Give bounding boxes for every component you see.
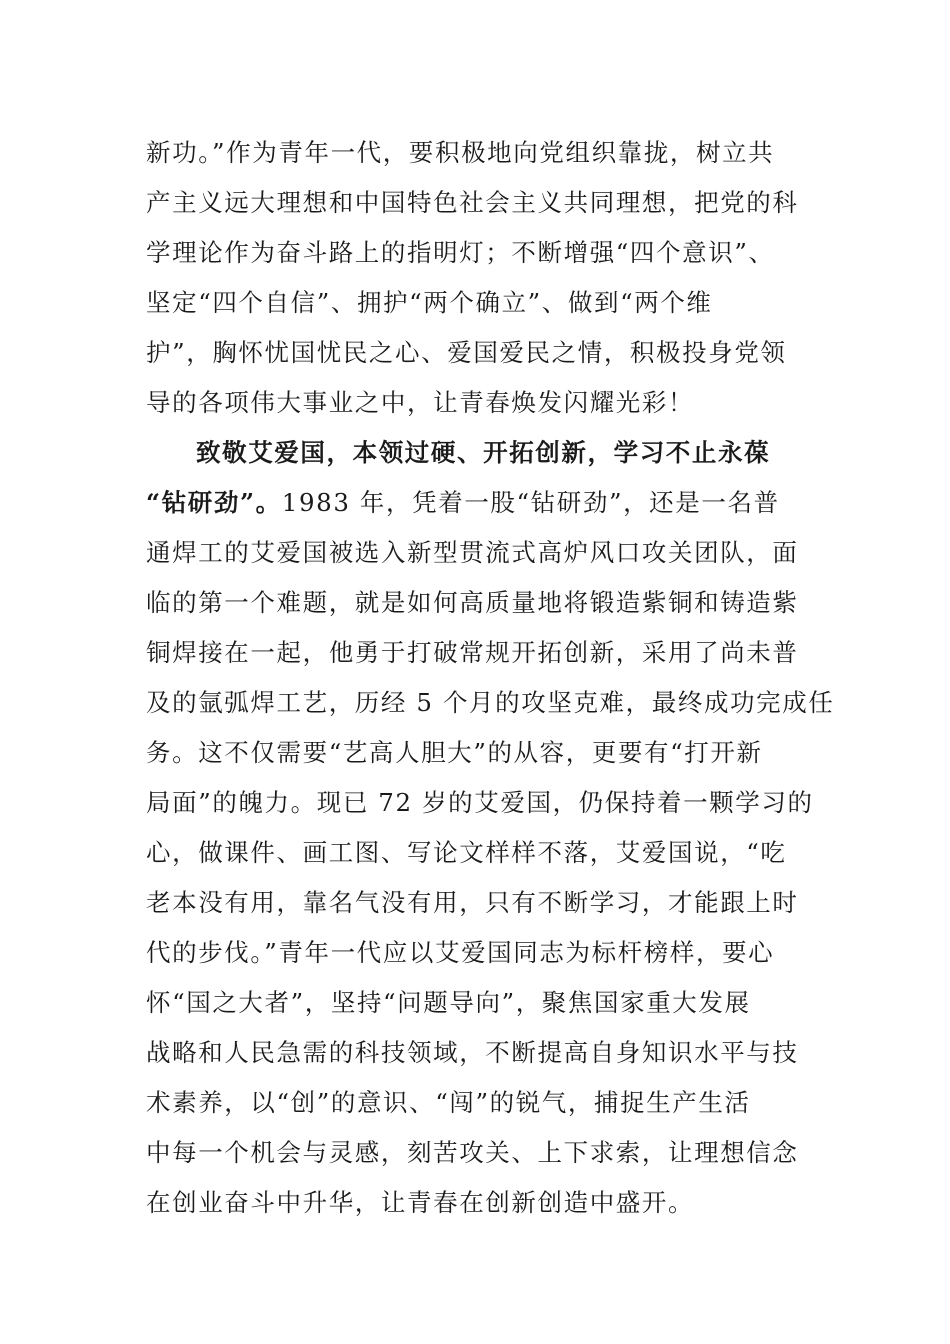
paragraph-line: 铜焊接在一起，他勇于打破常规开拓创新，采用了尚未普 xyxy=(146,638,799,667)
paragraph-1 xyxy=(146,128,826,428)
document-body xyxy=(146,128,835,1228)
paragraph-heading-tail: “钻研劲”。 xyxy=(146,488,282,517)
paragraph-line: 务。这不仅需要“艺高人胆大”的从容，更要有“打开新 xyxy=(146,738,763,767)
paragraph-line: 临的第一个难题，就是如何高质量地将锻造紫铜和铸造紫 xyxy=(146,588,799,617)
paragraph-heading-line: 致敬艾爱国，本领过硬、开拓创新，学习不止永葆 xyxy=(196,438,771,467)
paragraph-line: 心，做课件、画工图、写论文样样不落，艾爱国说，“吃 xyxy=(146,838,787,867)
paragraph-line: 护”，胸怀忧国忧民之心、爱国爱民之情，积极投身党领 xyxy=(146,338,787,367)
paragraph-line: 坚定“四个自信”、拥护“两个确立”、做到“两个维 xyxy=(146,288,713,317)
paragraph-line: 导的各项伟大事业之中，让青春焕发闪耀光彩！ xyxy=(146,388,695,417)
paragraph-line: 战略和人民急需的科技领域，不断提高自身知识水平与技 xyxy=(146,1038,799,1067)
paragraph-line: 产主义远大理想和中国特色社会主义共同理想，把党的科 xyxy=(146,188,799,217)
paragraph-2 xyxy=(146,428,835,1228)
paragraph-line: 老本没有用，靠名气没有用，只有不断学习，才能跟上时 xyxy=(146,888,799,917)
paragraph-line: 及的氩弧焊工艺，历经 5 个月的攻坚克难，最终成功完成任 xyxy=(146,688,835,717)
paragraph-line: 学理论作为奋斗路上的指明灯；不断增强“四个意识”、 xyxy=(146,238,775,267)
paragraph-text: 1983 年，凭着一股“钻研劲”，还是一名普 xyxy=(281,488,780,517)
paragraph-line: 术素养，以“创”的意识、“闯”的锐气，捕捉生产生活 xyxy=(146,1088,751,1117)
paragraph-line: 新功。”作为青年一代，要积极地向党组织靠拢，树立共 xyxy=(146,138,775,167)
paragraph-line: 中每一个机会与灵感，刻苦攻关、上下求索，让理想信念 xyxy=(146,1138,799,1167)
paragraph-line: 代的步伐。”青年一代应以艾爱国同志为标杆榜样，要心 xyxy=(146,938,775,967)
paragraph-line xyxy=(146,478,826,528)
paragraph-line: 怀“国之大者”，坚持“问题导向”，聚焦国家重大发展 xyxy=(146,988,751,1017)
paragraph-line: 通焊工的艾爱国被选入新型贯流式高炉风口攻关团队，面 xyxy=(146,538,799,567)
paragraph-line: 局面”的魄力。现已 72 岁的艾爱国，仍保持着一颗学习的 xyxy=(146,788,814,817)
paragraph-line: 在创业奋斗中升华，让青春在创新创造中盛开。 xyxy=(146,1188,695,1217)
